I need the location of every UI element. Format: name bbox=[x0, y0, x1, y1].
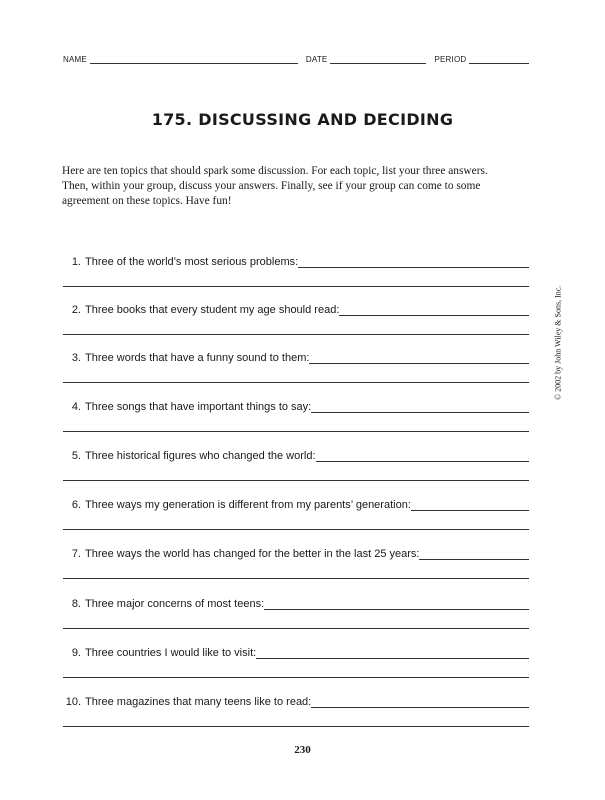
topic-prompt bbox=[63, 352, 309, 364]
topic-prompt-row bbox=[63, 399, 529, 413]
topic-text: Three ways the world has changed for the better in the last 25 years: bbox=[85, 548, 420, 560]
page-title: 175. DISCUSSING AND DECIDING bbox=[151, 110, 454, 129]
answer-line[interactable] bbox=[311, 403, 529, 413]
topic-item bbox=[63, 596, 529, 629]
topic-number: 3. bbox=[71, 352, 81, 364]
topic-text: Three books that every student my age should read: bbox=[85, 304, 340, 316]
topic-number: 8. bbox=[71, 598, 81, 610]
topic-prompt-row bbox=[63, 350, 529, 364]
topic-item bbox=[63, 302, 529, 335]
period-line[interactable] bbox=[469, 55, 529, 64]
answer-line-full[interactable] bbox=[63, 480, 529, 481]
page-number: 230 bbox=[294, 744, 311, 756]
topic-prompt bbox=[63, 256, 298, 268]
topic-prompt-row bbox=[63, 596, 529, 610]
topic-prompt bbox=[63, 450, 316, 462]
name-line[interactable] bbox=[90, 55, 298, 64]
topic-item bbox=[63, 546, 529, 579]
topic-item bbox=[63, 350, 529, 383]
topic-text: Three magazines that many teens like to read: bbox=[85, 696, 312, 708]
topic-prompt-row bbox=[63, 302, 529, 316]
topic-number: 4. bbox=[71, 401, 81, 413]
topic-prompt bbox=[63, 304, 339, 316]
date-label: DATE bbox=[305, 55, 328, 64]
topic-text: Three major concerns of most teens: bbox=[85, 598, 265, 610]
topic-text: Three songs that have important things to say: bbox=[85, 401, 312, 413]
answer-line-full[interactable] bbox=[63, 431, 529, 432]
answer-line-full[interactable] bbox=[63, 677, 529, 678]
topic-item bbox=[63, 448, 529, 481]
topic-prompt bbox=[63, 696, 311, 708]
topic-prompt-row bbox=[63, 254, 529, 268]
topic-item bbox=[63, 694, 529, 727]
topic-text: Three ways my generation is different from my parents’ generation: bbox=[85, 499, 411, 511]
topic-number: 5. bbox=[71, 450, 81, 462]
topic-number: 2. bbox=[71, 304, 81, 316]
topic-number: 10. bbox=[65, 696, 81, 708]
answer-line[interactable] bbox=[256, 649, 529, 659]
answer-line[interactable] bbox=[311, 698, 529, 708]
answer-line[interactable] bbox=[298, 258, 529, 268]
answer-line[interactable] bbox=[264, 600, 529, 610]
answer-line-full[interactable] bbox=[63, 578, 529, 579]
answer-line[interactable] bbox=[339, 306, 529, 316]
topic-prompt bbox=[63, 598, 264, 610]
topic-prompt bbox=[63, 499, 411, 511]
answer-line[interactable] bbox=[411, 501, 529, 511]
answer-line[interactable] bbox=[309, 354, 529, 364]
topic-prompt bbox=[63, 647, 256, 659]
answer-line-full[interactable] bbox=[63, 628, 529, 629]
answer-line-full[interactable] bbox=[63, 529, 529, 530]
topic-number: 9. bbox=[71, 647, 81, 659]
name-label: NAME bbox=[63, 55, 87, 64]
topic-prompt-row bbox=[63, 497, 529, 511]
student-info-header bbox=[63, 55, 529, 64]
topic-text: Three historical figures who changed the world: bbox=[85, 450, 316, 462]
topic-text: Three of the world’s most serious problems: bbox=[85, 256, 299, 268]
topic-text: Three words that have a funny sound to them: bbox=[85, 352, 310, 364]
topic-number: 6. bbox=[71, 499, 81, 511]
topic-item bbox=[63, 645, 529, 678]
topic-item bbox=[63, 497, 529, 530]
answer-line[interactable] bbox=[316, 452, 529, 462]
answer-line[interactable] bbox=[419, 550, 529, 560]
instructions-paragraph: Here are ten topics that should spark some discussion. For each topic, list your three answers. Then, within your group, discuss your answers. Finally, see if your group can come to some agreement on these topics. Have fun! bbox=[62, 165, 488, 207]
topic-item bbox=[63, 254, 529, 287]
topic-number: 7. bbox=[71, 548, 81, 560]
topic-prompt-row bbox=[63, 694, 529, 708]
answer-line-full[interactable] bbox=[63, 382, 529, 383]
period-label: PERIOD bbox=[434, 55, 467, 64]
answer-line-full[interactable] bbox=[63, 334, 529, 335]
topic-prompt-row bbox=[63, 645, 529, 659]
topic-text: Three countries I would like to visit: bbox=[85, 647, 257, 659]
answer-line-full[interactable] bbox=[63, 286, 529, 287]
topic-prompt-row bbox=[63, 546, 529, 560]
topic-item bbox=[63, 399, 529, 432]
topic-prompt bbox=[63, 401, 311, 413]
date-line[interactable] bbox=[330, 55, 426, 64]
topic-prompt bbox=[63, 548, 419, 560]
topic-prompt-row bbox=[63, 448, 529, 462]
answer-line-full[interactable] bbox=[63, 726, 529, 727]
topic-number: 1. bbox=[71, 256, 81, 268]
